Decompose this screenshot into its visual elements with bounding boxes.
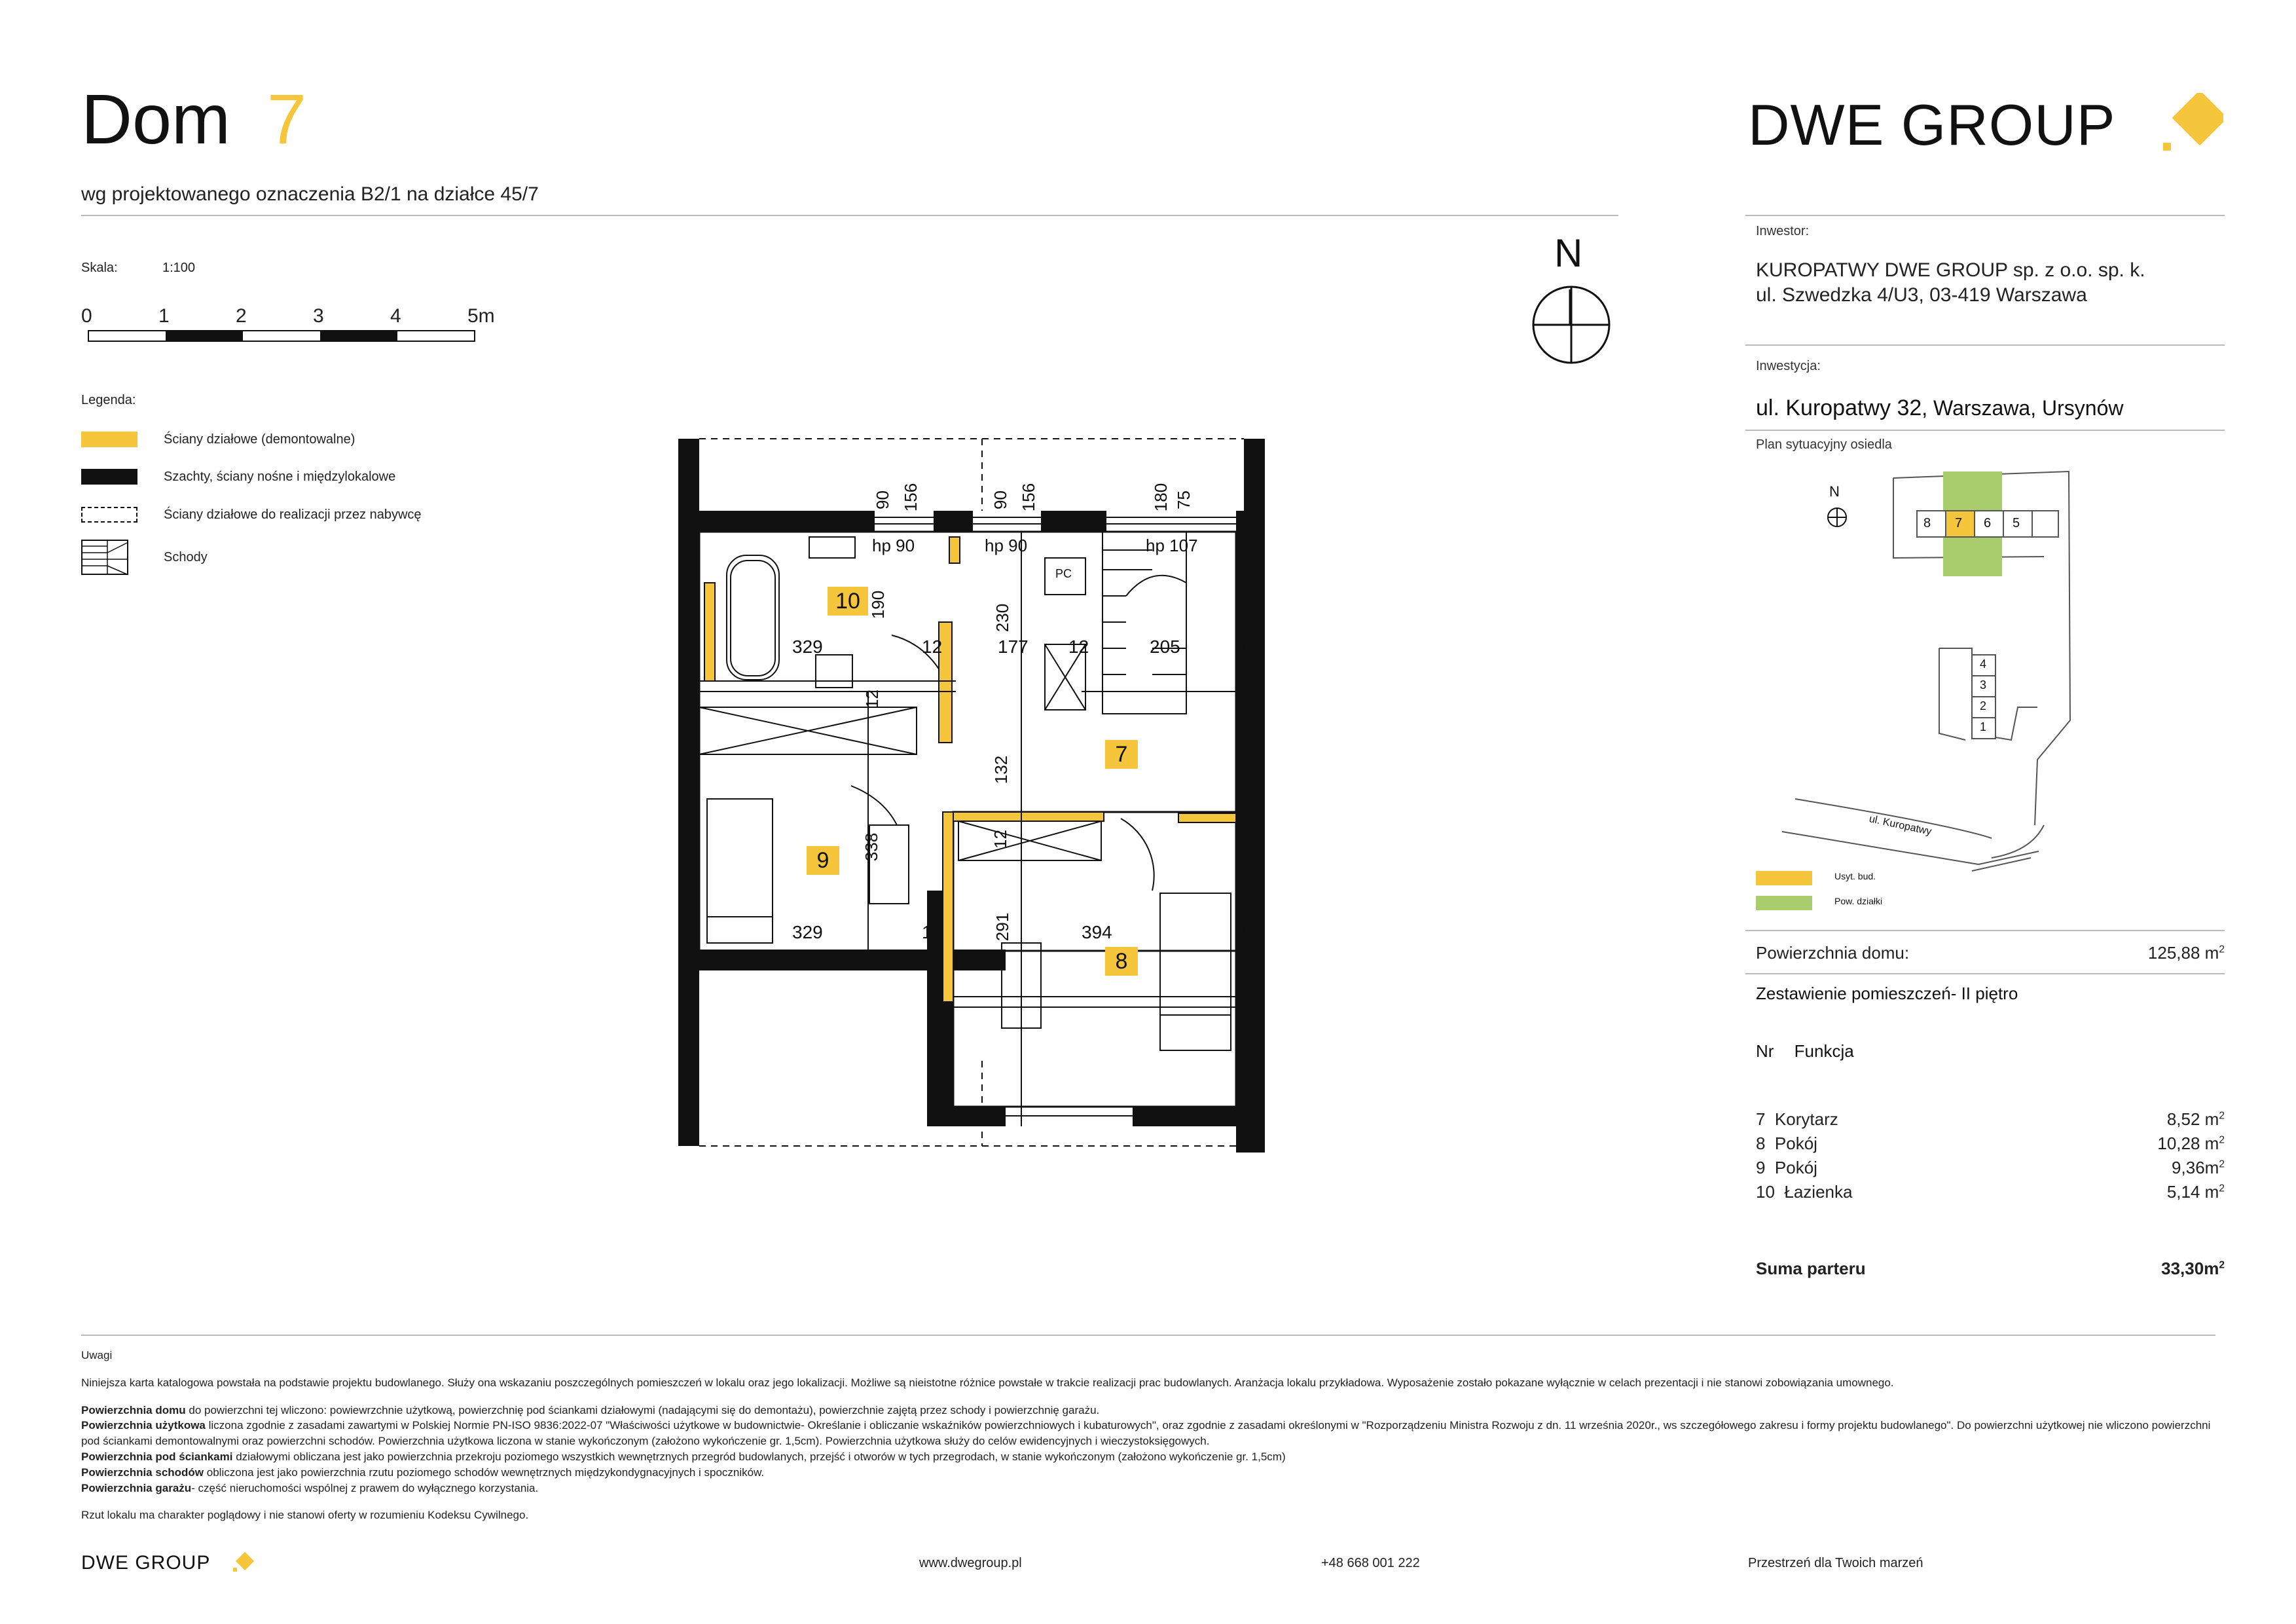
site-house-label: 2 xyxy=(1980,699,1987,712)
investment-location: , Warszawa, Ursynów xyxy=(1922,396,2124,420)
divider xyxy=(1745,430,2225,431)
dim-label: 12 xyxy=(1068,637,1089,657)
brand-logo xyxy=(1748,92,2115,158)
site-legend-plot-swatch xyxy=(1756,896,1812,910)
investor-line1: KUROPATWY DWE GROUP sp. z o.o. sp. k. xyxy=(1756,259,2145,281)
rooms-table xyxy=(1756,1109,2225,1202)
note-paragraph: Powierzchnia garażu- część nieruchomości wspólnej z prawem do wyłącznego korzystania. xyxy=(81,1481,539,1494)
dim-label: 90 xyxy=(990,490,1010,509)
notes-section xyxy=(81,1348,2215,1523)
divider xyxy=(1745,930,2225,931)
footer-slogan: Przestrzeń dla Twoich marzeń xyxy=(1748,1556,1923,1570)
legend-item: Ściany działowe do realizacji przez nabywcę xyxy=(81,506,422,523)
page-subtitle: wg projektowanego oznaczenia B2/1 na działce 45/7 xyxy=(81,183,539,205)
investment-label: Inwestycja: xyxy=(1756,359,1821,373)
dim-label: 338 xyxy=(862,832,882,862)
room-label-8: 8 xyxy=(1105,947,1138,976)
dim-label: hp 90 xyxy=(985,536,1028,555)
site-house-label: 4 xyxy=(1980,657,1987,671)
scale-label: Skala: xyxy=(81,261,118,275)
legend-item: Schody xyxy=(81,540,208,575)
dim-label: 18 xyxy=(1239,637,1260,657)
total-value: 33,30m xyxy=(2161,1259,2219,1278)
dim-label: 205 xyxy=(1150,637,1180,657)
scale-ticks xyxy=(81,305,500,331)
dim-label: 180 xyxy=(1151,483,1171,512)
room-label-7: 7 xyxy=(1105,740,1138,769)
dim-label: 329 xyxy=(792,637,823,657)
scale-tick: 2 xyxy=(236,305,247,327)
title-number: 7 xyxy=(267,79,307,158)
col-function: Funkcja xyxy=(1794,1041,1854,1061)
room-label-10: 10 xyxy=(828,587,868,616)
floor-plan-drawing xyxy=(668,432,1296,1153)
site-legend-building-swatch xyxy=(1756,871,1812,885)
room-label-9: 9 xyxy=(807,846,839,875)
note-paragraph: Powierzchnia użytkowa liczona zgodnie z zasadami zawartymi w Polskiej Normie PN-ISO 9836:2022-07 "Właściwości użytkowe w budownictwie- Określanie i obliczanie wskaźników powierzchniowych i kubaturowych", oraz zgodnie z zasadami określonymi w "Rozporządzeniu Ministra Rozwoju z dn. 11 września 2020r., ws szczegółowego zakresu i formy projektu budowlanego". Do powierzchni użytkowej nie wliczono powierzchni pod ściankami demontowalnymi oraz powierzchni schodów. Powierzchnia użytkowa liczona w stanie wykończonym (założono wykończenie gr. 1,5cm). Powierzchnia użytkowa służy do celów ewidencyjnych i wieczystoksięgowych. xyxy=(81,1419,2211,1448)
total-row: Suma parteru $33,30m^2$ xyxy=(1756,1259,2225,1278)
table-row: 7 Korytarz 8,52 $m^2$ xyxy=(1756,1109,2225,1129)
legend-swatch-black xyxy=(81,469,137,485)
scale-tick: 0 xyxy=(81,305,92,327)
scale-tick: 5m xyxy=(467,305,495,327)
legend-item: Ściany działowe (demontowalne) xyxy=(81,431,355,448)
pc-label: PC xyxy=(1055,567,1072,580)
divider xyxy=(1745,344,2225,346)
footer-website-link[interactable]: www.dwegroup.pl xyxy=(919,1556,1022,1570)
dim-label: hp 90 xyxy=(872,536,915,555)
site-house-label: 1 xyxy=(1980,720,1987,733)
investor-label: Inwestor: xyxy=(1756,224,1810,238)
footer-phone-link[interactable]: +48 668 001 222 xyxy=(1321,1556,1420,1570)
stairs-icon xyxy=(81,540,137,575)
legend-item: Szachty, ściany nośne i międzylokalowe xyxy=(81,468,395,485)
notes-disclaimer: Rzut lokalu ma charakter poglądowy i nie stanowi oferty w rozumieniu Kodeksu Cywilnego. xyxy=(81,1509,529,1522)
dim-label: 132 xyxy=(991,755,1011,784)
street-label: ul. Kuropatwy xyxy=(1868,813,1933,838)
note-paragraph: Powierzchnia schodów obliczona jest jako powierzchnia rzutu poziomego schodów wewnętrznych międzykondygnacyjnych i spoczników. xyxy=(81,1466,765,1479)
dim-label: 190 xyxy=(868,590,888,619)
dim-label: 230 xyxy=(993,603,1013,633)
dim-label: 177 xyxy=(998,637,1029,657)
site-house-label: 3 xyxy=(1980,678,1987,692)
scale-value: 1:100 xyxy=(162,261,196,275)
footer-diamond-icon xyxy=(232,1552,254,1574)
dim-label: 394 xyxy=(1082,922,1112,942)
compass-north-label: N xyxy=(1554,231,1583,275)
house-area-label: Powierzchnia domu: xyxy=(1756,943,1910,963)
note-paragraph: Powierzchnia pod ściankami działowymi obliczana jest jako powierzchnia przekroju poziomego wszystkich wewnętrznych przegród budowlanych, przejść i otworów w tych przegrodach, w stanie wykończonym (założono wykończenie gr. 1,5cm) xyxy=(81,1450,1286,1463)
total-label: Suma parteru xyxy=(1756,1259,1866,1278)
house-area-row: Powierzchnia domu: 125,88 $m^2$ xyxy=(1756,943,2225,963)
site-house-label: 6 xyxy=(1984,516,1992,530)
investor-line2: ul. Szwedzka 4/U3, 03-419 Warszawa xyxy=(1756,284,2087,306)
scale-tick: 1 xyxy=(158,305,170,327)
table-row: 10 Łazienka 5,14 $m^2$ xyxy=(1756,1182,2225,1202)
scale-tick: 4 xyxy=(390,305,401,327)
dim-label: 12 xyxy=(862,690,882,709)
divider xyxy=(1745,973,2225,974)
notes-divider xyxy=(81,1335,2215,1336)
dim-label: 156 xyxy=(901,483,921,512)
legend-title: Legenda: xyxy=(81,393,136,407)
dim-label: 75 xyxy=(1173,490,1194,509)
site-house-label: 7 xyxy=(1955,516,1963,530)
notes-intro: Niniejsza karta katalogowa powstała na podstawie projektu budowlanego. Służy ona wskazaniu poszczególnych pomieszczeń w lokalu oraz jego lokalizacji. Możliwe są nieistotne różnice powstałe w trakcie realizacji prac budowlanych. Aranżacja lokalu przykładowa. Wyposażenie zostało pokazane wyłącznie w celach prezentacji i nie stanowi zobowiązania umownego. xyxy=(81,1376,1894,1389)
compass-icon xyxy=(1529,283,1614,368)
house-area-value: 125,88 m xyxy=(2147,943,2219,963)
table-row: 9 Pokój $9,36m^2$ xyxy=(1756,1158,2225,1177)
dim-label: 291 xyxy=(993,912,1013,942)
title-word: Dom xyxy=(81,79,231,158)
scale-tick: 3 xyxy=(313,305,324,327)
page-title xyxy=(81,79,307,158)
scale-bar xyxy=(88,330,481,344)
site-house-label: 5 xyxy=(2013,516,2020,530)
notes-title: Uwagi xyxy=(81,1349,113,1361)
investment-address xyxy=(1756,396,2225,421)
dim-label: hp 107 xyxy=(1146,536,1198,555)
brand-diamond-icon xyxy=(2158,93,2223,158)
site-plan-north: N xyxy=(1829,483,1840,500)
investor-block xyxy=(1756,258,2225,307)
footer-brand: DWE GROUP xyxy=(81,1552,211,1574)
site-legend-building: Usyt. bud. xyxy=(1834,871,1876,881)
dim-label: 12 xyxy=(922,922,943,942)
header-divider xyxy=(81,215,1618,216)
table-row: 8 Pokój 10,28 $m^2$ xyxy=(1756,1134,2225,1153)
site-house-label: 8 xyxy=(1923,516,1931,530)
legend-swatch-dashed xyxy=(81,507,137,523)
dim-label: 12 xyxy=(990,830,1010,849)
col-nr: Nr xyxy=(1756,1041,1774,1061)
site-plan-map xyxy=(1756,458,2225,930)
site-legend-plot: Pow. działki xyxy=(1834,896,1883,906)
dim-label: 329 xyxy=(792,922,823,942)
dim-label: 90 xyxy=(872,490,892,509)
rooms-table-title: Zestawienie pomieszczeń- II piętro xyxy=(1756,984,2018,1003)
note-paragraph: Powierzchnia domu do powierzchni tej wliczono: powiewrzchnie użytkową, powierzchnię pod ściankami działowymi (nadającymi się do demontażu), powierzchnie zajętą przez schody i powierzchnię garażu. xyxy=(81,1403,1100,1416)
divider xyxy=(1745,215,2225,216)
investment-name: ul. Kuropatwy 32 xyxy=(1756,396,1922,420)
brand-name: DWE GROUP xyxy=(1748,92,2116,157)
rooms-table-header xyxy=(1756,1041,2225,1061)
dim-label: 18 xyxy=(1239,922,1260,942)
dim-label: 156 xyxy=(1019,483,1039,512)
legend-swatch-yellow xyxy=(81,432,137,447)
dim-label: 12 xyxy=(922,637,943,657)
site-plan-label: Plan sytuacyjny osiedla xyxy=(1756,437,1892,452)
floor-plan xyxy=(668,432,1296,1153)
